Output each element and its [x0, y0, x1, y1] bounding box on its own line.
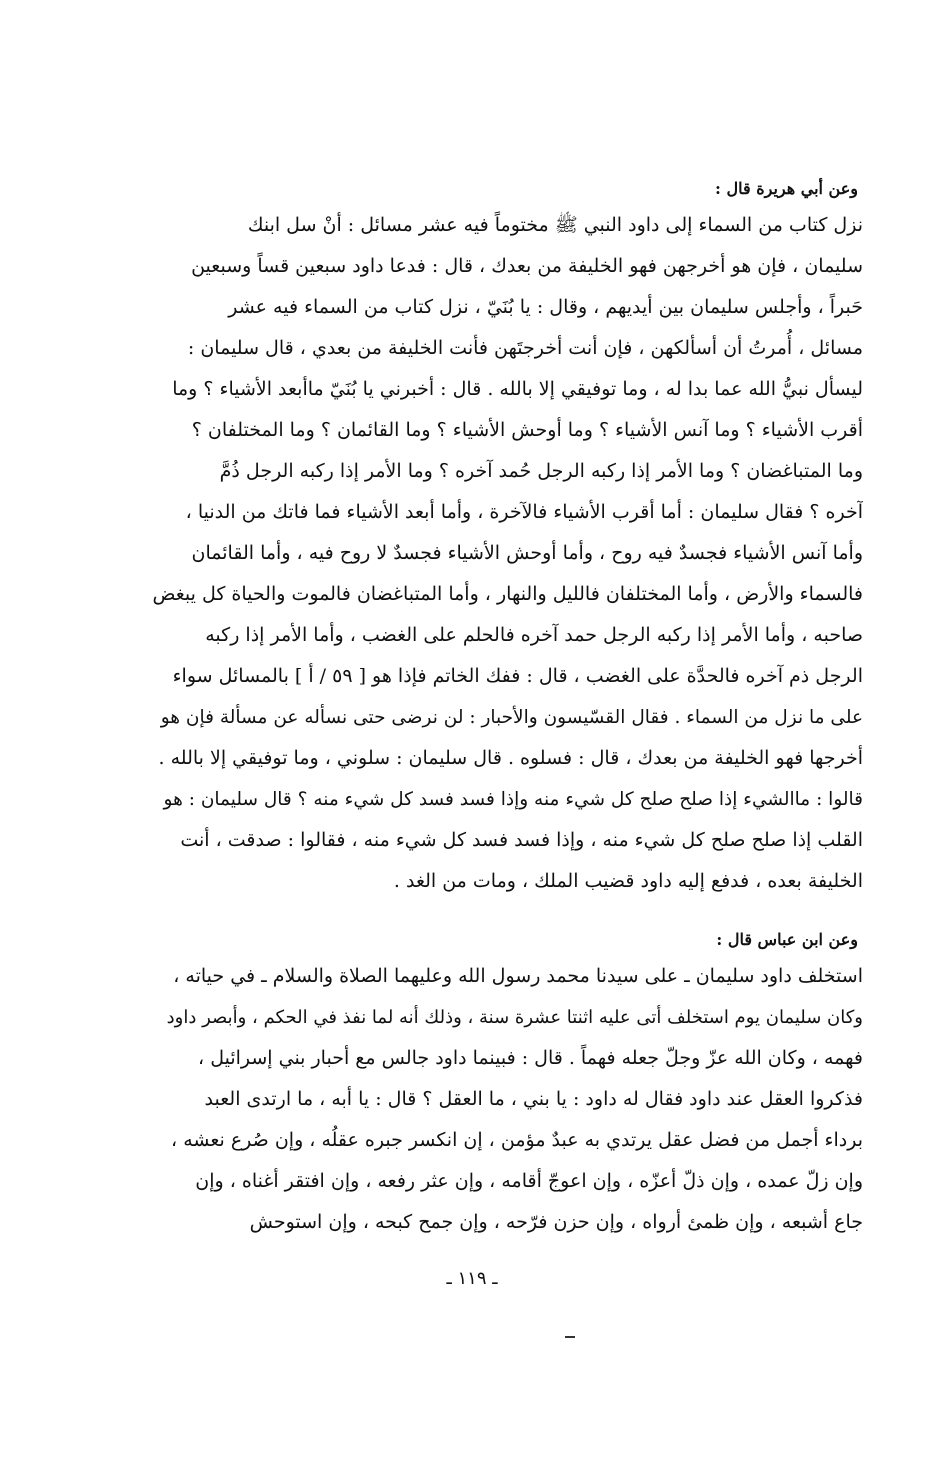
- text-line: قالوا : ماالشيء إذا صلح صلح كل شيء منه وإذا فسد فسد كل شيء منه ؟ قال سليمان : هو: [163, 789, 863, 810]
- text-line: فالسماء والأرض ، وأما المختلفان فالليل والنهار ، وأما المتباغضان فالموت والحياة كل يبغض: [152, 583, 863, 605]
- text-line: وإن زلّ عمده ، وإن ذلّ أعزّه ، وإن اعوجّ أقامه ، وإن عثر رفعه ، وإن افتقر أغناه ، وإن: [195, 1170, 863, 1192]
- text-line: أقرب الأشياء ؟ وما آنس الأشياء ؟ وما أوحش الأشياء ؟ وما القائمان ؟ وما المختلفان ؟: [191, 419, 863, 441]
- text-line: سليمان ، فإن هو أخرجهن فهو الخليفة من بعدك ، قال : فدعا داود سبعين قساً وسبعين: [191, 255, 863, 277]
- text-line: استخلف داود سليمان ـ على سيدنا محمد رسول الله وعليهما الصلاة والسلام ـ في حياته ،: [173, 965, 863, 987]
- text-line: آخره ؟ فقال سليمان : أما أقرب الأشياء فالآخرة ، وأما أبعد الأشياء فما فاتك من الدنيا ،: [185, 501, 863, 523]
- text-line: حَبراً ، وأجلس سليمان بين أيديهم ، وقال : يا بُنَيّ ، نزل كتاب من السماء فيه عشر: [228, 296, 863, 318]
- section-heading-ibn-abbas: وعن ابن عباس قال :: [716, 930, 858, 949]
- text-line: على ما نزل من السماء . فقال القسّيسون والأحبار : لن نرضى حتى نسأله عن مسألة فإن هو: [160, 707, 863, 728]
- text-line: الرجل ذم آخره فالحدَّة على الغضب ، قال : ففك الخاتم فإذا هو [ ٥٩ / أ ] بالمسائل سواء: [172, 665, 863, 687]
- paragraph-ibn-abbas: [148, 956, 863, 1243]
- ink-speck: [565, 1336, 575, 1338]
- text-line: نزل كتاب من السماء إلى داود النبي ﷺ مختوماً فيه عشر مسائل : أنْ سل ابنك: [247, 214, 863, 236]
- text-line: ليسأل نبيُّ الله عما بدا له ، وما توفيقي إلا بالله . قال : أخبرني يا بُنَيّ ماأبعد الأشياء ؟ وما: [172, 378, 863, 400]
- text-line: وكان سليمان يوم استخلف أتى عليه اثنتا عشرة سنة ، وذلك أنه لما نفذ في الحكم ، وأبصر داود: [166, 1007, 863, 1028]
- paragraph-abu-hurayra: [148, 205, 863, 902]
- section-heading-abu-hurayra: وعن أبي هريرة قال :: [715, 179, 858, 198]
- text-line: برداء أجمل من فضل عقل يرتدي به عبدٌ مؤمن ، إن انكسر جبره عقلُه ، وإن صُرع نعشه ،: [171, 1129, 863, 1151]
- page-number: ـ ١١٩ ـ: [446, 1268, 498, 1289]
- text-line: وما المتباغضان ؟ وما الأمر إذا ركبه الرجل حُمد آخره ؟ وما الأمر إذا ركبه الرجل ذُمَّ: [219, 460, 863, 482]
- text-line: وأما آنس الأشياء فجسدٌ فيه روح ، وأما أوحش الأشياء فجسدٌ لا روح فيه ، وأما القائمان: [191, 542, 863, 564]
- text-line: جاع أشبعه ، وإن ظمئ أرواه ، وإن حزن فرّحه ، وإن جمح كبحه ، وإن استوحش: [249, 1211, 863, 1233]
- text-line: مسائل ، أُمرتُ أن أسألكهن ، فإن أنت أخرجتَهن فأنت الخليفة من بعدي ، قال سليمان :: [187, 337, 863, 359]
- text-line: أخرجها فهو الخليفة من بعدك ، قال : فسلوه . قال سليمان : سلوني ، وما توفيقي إلا بالله .: [158, 747, 863, 769]
- text-line: الخليفة بعده ، فدفع إليه داود قضيب الملك ، ومات من الغد .: [393, 870, 863, 892]
- text-line: القلب إذا صلح صلح كل شيء منه ، وإذا فسد فسد كل شيء منه ، فقالوا : صدقت ، أنت: [180, 829, 863, 851]
- text-line: فذكروا العقل عند داود فقال له داود : يا بني ، ما العقل ؟ قال : يا أبه ، ما ارتدى العبد: [204, 1088, 863, 1110]
- text-line: صاحبه ، وأما الأمر إذا ركبه الرجل حمد آخره فالحلم على الغضب ، وأما الأمر إذا ركبه: [205, 624, 863, 646]
- text-line: فهمه ، وكان الله عزّ وجلّ جعله فهماً . قال : فبينما داود جالس مع أحبار بني إسرائيل ،: [198, 1047, 863, 1069]
